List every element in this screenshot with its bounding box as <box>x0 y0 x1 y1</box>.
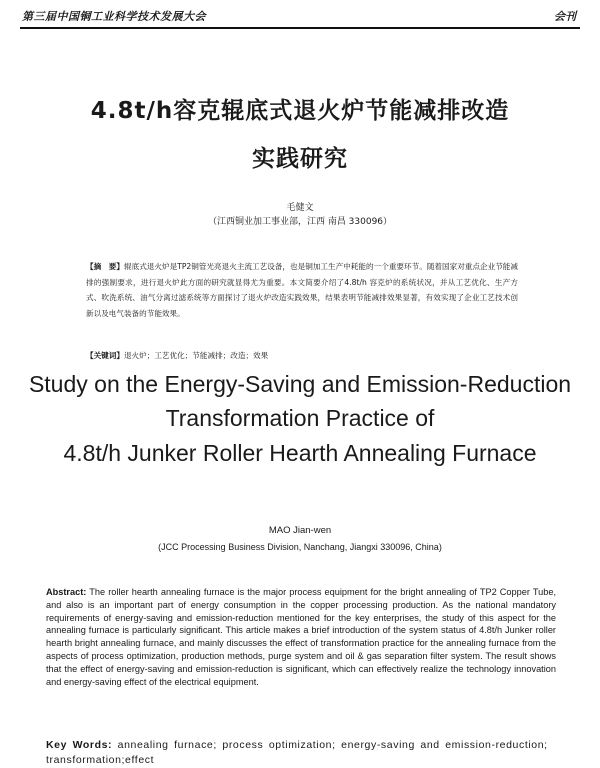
english-keywords-label: Key Words: <box>46 739 113 751</box>
chinese-title-line-1: 4.8t/h容克辊底式退火炉节能减排改造 <box>90 98 510 124</box>
proceedings-label: 会刊 <box>554 10 576 23</box>
english-keywords <box>46 738 556 766</box>
chinese-abstract-text: 辊底式退火炉是TP2铜管光亮退火主流工艺设备，也是铜加工生产中耗能的一个重要环节。随着国家对重点企业节能减排的强制要求，进行退火炉此方面的研究就显得尤为重要。本文简要介绍了4.8t/h 容克炉的系统状况，并从工艺优化、生产方式、吹洗系统、油气分离过滤系统等方面探讨了退火炉改造实践效果，结果表明节能减排效果显著，有效实现了企业工艺技术创新以及电气装备的节能效果。 <box>86 262 519 318</box>
chinese-title-line-2: 实践研究 <box>252 146 348 172</box>
chinese-affiliation: （江西铜业加工事业部，江西 南昌 330096） <box>207 217 393 227</box>
english-author: MAO Jian-wen <box>268 525 332 536</box>
english-title-line-2: Transformation Practice of <box>165 405 435 431</box>
english-abstract-label: Abstract: <box>46 587 87 597</box>
english-affiliation: (JCC Processing Business Division, Nanchang, Jiangxi 330096, China) <box>158 542 442 552</box>
chinese-keywords-label: 【关键词】 <box>86 351 124 360</box>
running-header <box>20 6 580 26</box>
english-abstract-text: The roller hearth annealing furnace is the major process equipment for the bright annealing of TP2 Copper Tube, and also is an important part of energy consumption in the copper processing production. As the national mandatory requirements of energy-saving and emission-reduction mentioned for the key enterprises, the study of this aspect for the annealing furnace is particularly significant. This article makes a brief introduction of the system status of 4.8t/h Junker roller hearth bright annealing furnace, and mainly discusses the effect of transformation practice for the annealing furnace from the aspects of process optimization, production methods, purge system and oil & gas separation filter system. The result shows that the effect of energy-saving and emission-reduction is significant, which can effectively realize the technology innovation and energy-saving effect of the electrical equipment. <box>46 587 556 687</box>
chinese-keywords-text: 退火炉；工艺优化；节能减排；改造；效果 <box>123 351 269 360</box>
english-abstract <box>46 586 556 688</box>
chinese-abstract-label: 【摘 要】 <box>86 262 124 271</box>
chinese-author: 毛健文 <box>286 203 314 213</box>
english-title-line-3: 4.8t/h Junker Roller Hearth Annealing Furnace <box>63 440 537 466</box>
chinese-abstract <box>86 259 518 321</box>
english-keywords-text: annealing furnace; process optimization; energy-saving and emission-reduction; transformation;effect <box>46 739 548 766</box>
chinese-keywords <box>86 350 518 361</box>
english-title-line-1: Study on the Energy-Saving and Emission-Reduction <box>28 371 572 397</box>
conference-name: 第三届中国铜工业科学技术发展大会 <box>22 10 206 23</box>
header-divider <box>20 27 580 29</box>
